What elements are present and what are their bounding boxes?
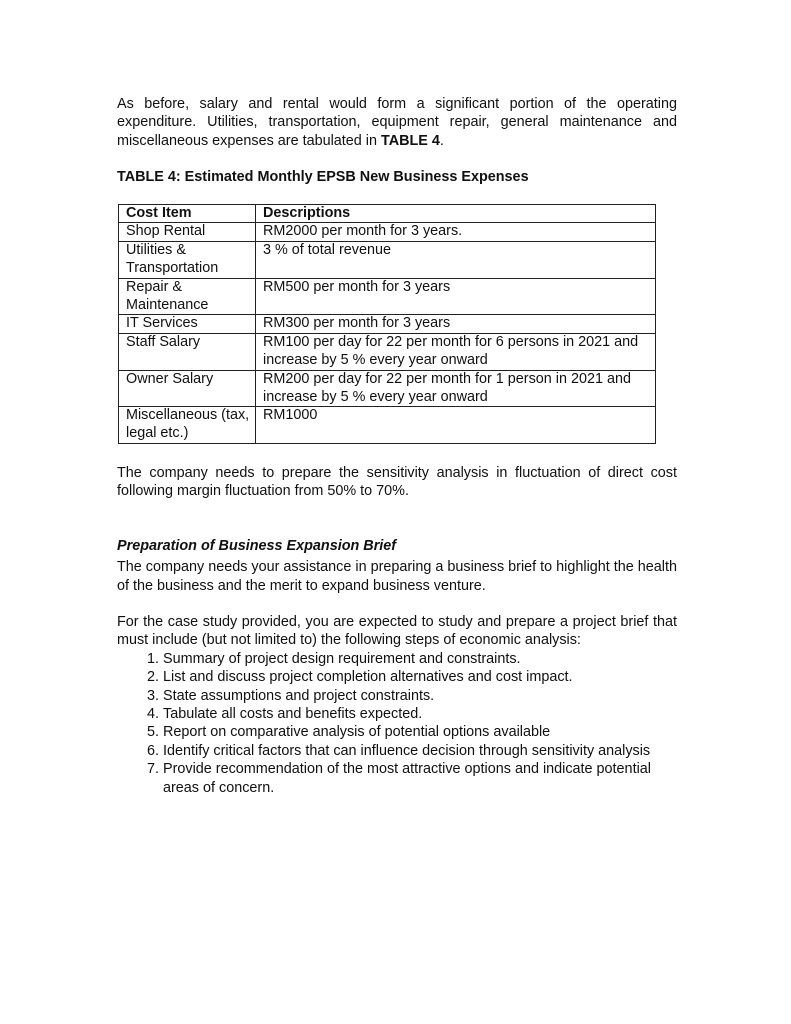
- list-text: State assumptions and project constraints.: [163, 687, 435, 704]
- table-row: [119, 278, 656, 315]
- description-cell: RM2000 per month for 3 years.: [256, 223, 656, 242]
- list-number: 2.: [146, 669, 159, 686]
- list-item: [146, 760, 677, 797]
- list-item: [146, 723, 677, 741]
- cost-item-cell: Owner Salary: [119, 370, 256, 407]
- list-text: Identify critical factors that can influence decision through sensitivity analysis: [163, 742, 651, 759]
- header-descriptions: Descriptions: [256, 204, 656, 223]
- description-cell: RM200 per day for 22 per month for 1 person in 2021 and increase by 5 % every year onward: [256, 370, 656, 407]
- table-caption: TABLE 4: Estimated Monthly EPSB New Business Expenses: [117, 169, 529, 186]
- intro-end: .: [439, 132, 444, 149]
- cost-item-cell: IT Services: [119, 315, 256, 334]
- cost-item-cell: Utilities & Transportation: [119, 242, 256, 279]
- table-row: [119, 223, 656, 242]
- list-number: 3.: [146, 687, 159, 704]
- list-item: [146, 705, 677, 723]
- description-cell: RM100 per day for 22 per month for 6 persons in 2021 and increase by 5 % every year onward: [256, 334, 656, 371]
- table-row: [119, 334, 656, 371]
- section-heading: Preparation of Business Expansion Brief: [117, 537, 397, 554]
- list-number: 6.: [146, 742, 159, 759]
- intro-text: As before, salary and rental would form a significant portion of the operating expenditure. Utilities, transportation, equipment repair, general maintenance and miscellaneous expenses are tabulated in: [117, 96, 677, 149]
- list-text: Tabulate all costs and benefits expected.: [163, 706, 423, 723]
- list-item: [146, 687, 677, 705]
- list-number: 1.: [146, 650, 159, 667]
- list-text: Provide recommendation of the most attractive options and indicate potential areas of concern.: [163, 761, 651, 796]
- cost-item-cell: Shop Rental: [119, 223, 256, 242]
- cost-item-cell: Staff Salary: [119, 334, 256, 371]
- table-row: [119, 370, 656, 407]
- description-cell: RM500 per month for 3 years: [256, 278, 656, 315]
- description-cell: RM300 per month for 3 years: [256, 315, 656, 334]
- description-cell: 3 % of total revenue: [256, 242, 656, 279]
- cost-item-cell: Miscellaneous (tax, legal etc.): [119, 407, 256, 444]
- list-number: 5.: [146, 724, 159, 741]
- case-study-paragraph: For the case study provided, you are expected to study and prepare a project brief that must include (but not limited to) the following steps of economic analysis:: [117, 614, 677, 649]
- list-number: 4.: [146, 706, 159, 723]
- list-text: Report on comparative analysis of potential options available: [163, 724, 551, 741]
- table-reference: TABLE 4: [381, 132, 440, 149]
- cost-item-cell: Repair & Maintenance: [119, 278, 256, 315]
- brief-paragraph: The company needs your assistance in preparing a business brief to highlight the health of the business and the merit to expand business venture.: [117, 559, 677, 594]
- sensitivity-paragraph: The company needs to prepare the sensitivity analysis in fluctuation of direct cost following margin fluctuation from 50% to 70%.: [117, 464, 677, 500]
- table-header-row: [119, 204, 656, 223]
- table-row: [119, 315, 656, 334]
- list-item: [146, 668, 677, 686]
- document-page: [117, 95, 677, 797]
- list-number: 7.: [146, 761, 159, 778]
- analysis-steps-list: [117, 650, 677, 797]
- header-cost-item: Cost Item: [119, 204, 256, 223]
- intro-paragraph: [117, 95, 677, 150]
- description-cell: RM1000: [256, 407, 656, 444]
- table-row: [119, 242, 656, 279]
- expenses-table: [118, 204, 656, 444]
- table-row: [119, 407, 656, 444]
- list-item: [146, 742, 677, 760]
- list-text: Summary of project design requirement and constraints.: [163, 650, 521, 667]
- list-text: List and discuss project completion alternatives and cost impact.: [163, 669, 573, 686]
- list-item: [146, 650, 677, 668]
